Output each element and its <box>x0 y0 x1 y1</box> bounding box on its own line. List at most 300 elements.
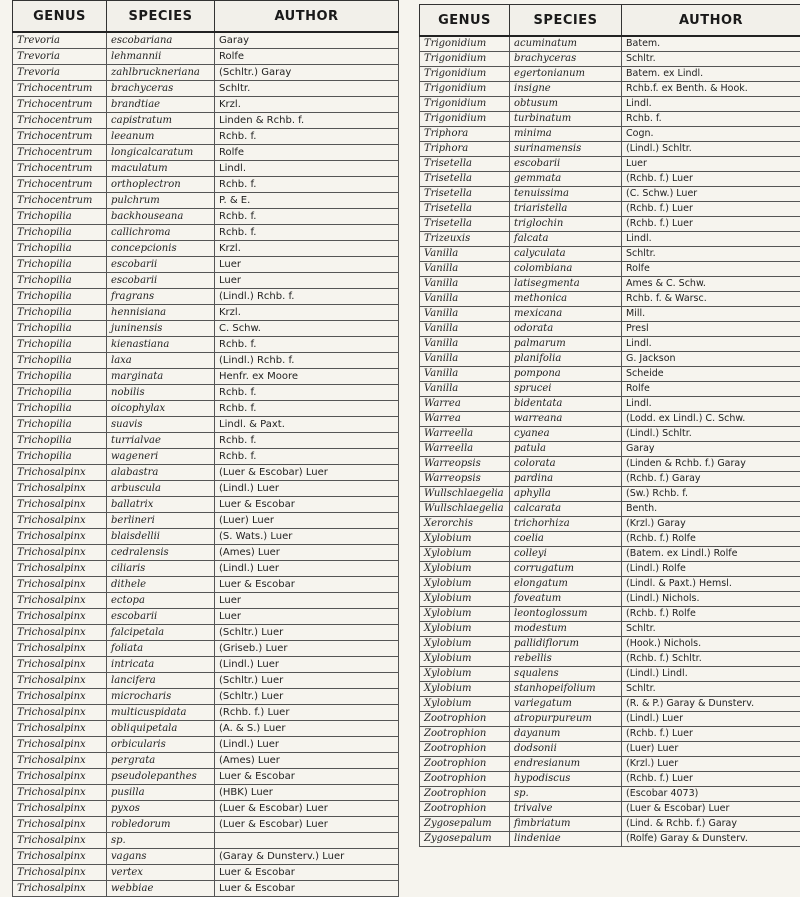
genus-cell: Wullschlaegelia <box>420 502 510 517</box>
table-row <box>420 832 800 847</box>
author-cell: (Linden & Rchb. f.) Garay <box>622 457 800 472</box>
author-cell: Schltr. <box>622 622 800 637</box>
author-cell: Presl <box>622 322 800 337</box>
species-cell: palmarum <box>510 337 622 352</box>
genus-cell: Trisetella <box>420 217 510 232</box>
table-row <box>13 193 399 209</box>
author-cell: (Luer & Escobar) Luer <box>215 817 399 833</box>
author-cell: (Lindl.) Schltr. <box>622 142 800 157</box>
genus-cell: Xylobium <box>420 652 510 667</box>
table-row <box>13 593 399 609</box>
species-column-header: SPECIES <box>107 1 215 33</box>
author-cell: (Krzl.) Luer <box>622 757 800 772</box>
genus-cell: Trichosalpinx <box>13 497 107 513</box>
author-cell: Rchb. f. <box>215 177 399 193</box>
genus-cell: Zootrophion <box>420 742 510 757</box>
species-cell: gemmata <box>510 172 622 187</box>
species-cell: lehmannii <box>107 49 215 65</box>
species-cell: dodsonii <box>510 742 622 757</box>
author-cell: (Luer & Escobar) Luer <box>215 465 399 481</box>
species-cell: triglochin <box>510 217 622 232</box>
species-cell: nobilis <box>107 385 215 401</box>
table-row <box>13 465 399 481</box>
genus-cell: Trichosalpinx <box>13 465 107 481</box>
genus-cell: Triphora <box>420 142 510 157</box>
table-row <box>13 81 399 97</box>
genus-cell: Zootrophion <box>420 802 510 817</box>
author-cell: Ames & C. Schw. <box>622 277 800 292</box>
author-cell: (Rchb. f.) Rolfe <box>622 607 800 622</box>
species-cell: pompona <box>510 367 622 382</box>
table-row <box>13 369 399 385</box>
species-cell: atropurpureum <box>510 712 622 727</box>
species-cell: juninensis <box>107 321 215 337</box>
table-row <box>420 697 800 712</box>
table-row <box>420 202 800 217</box>
author-cell: Schltr. <box>622 682 800 697</box>
table-row <box>13 49 399 65</box>
genus-cell: Trichosalpinx <box>13 513 107 529</box>
table-row <box>13 705 399 721</box>
author-cell: (Lindl.) Luer <box>215 561 399 577</box>
author-cell: Rchb. f. & Warsc. <box>622 292 800 307</box>
species-cell: fimbriatum <box>510 817 622 832</box>
genus-cell: Xerorchis <box>420 517 510 532</box>
genus-cell: Trichosalpinx <box>13 689 107 705</box>
author-cell: (Schltr.) Luer <box>215 625 399 641</box>
species-cell: brachyceras <box>107 81 215 97</box>
genus-column-header: GENUS <box>13 1 107 33</box>
species-cell: pusilla <box>107 785 215 801</box>
species-cell: foveatum <box>510 592 622 607</box>
species-cell: brachyceras <box>510 52 622 67</box>
table-row <box>420 382 800 397</box>
species-cell: arbuscula <box>107 481 215 497</box>
genus-cell: Trichocentrum <box>13 97 107 113</box>
author-cell: (Garay & Dunsterv.) Luer <box>215 849 399 865</box>
genus-cell: Trichopilia <box>13 289 107 305</box>
table-row <box>420 412 800 427</box>
genus-cell: Xylobium <box>420 592 510 607</box>
table-body-right <box>420 36 800 847</box>
table-row <box>13 849 399 865</box>
genus-cell: Vanilla <box>420 247 510 262</box>
genus-cell: Zootrophion <box>420 772 510 787</box>
table-row <box>420 67 800 82</box>
author-cell: Luer <box>215 273 399 289</box>
table-row <box>420 217 800 232</box>
species-cell: egertonianum <box>510 67 622 82</box>
genus-cell: Trichopilia <box>13 353 107 369</box>
species-cell: patula <box>510 442 622 457</box>
species-cell: microcharis <box>107 689 215 705</box>
genus-cell: Trichosalpinx <box>13 849 107 865</box>
species-cell: calcarata <box>510 502 622 517</box>
author-cell: Rchb. f. <box>215 209 399 225</box>
table-row <box>13 385 399 401</box>
table-row <box>13 289 399 305</box>
author-cell: (HBK) Luer <box>215 785 399 801</box>
genus-cell: Trevoria <box>13 32 107 49</box>
author-cell: (C. Schw.) Luer <box>622 187 800 202</box>
genus-cell: Trichopilia <box>13 433 107 449</box>
genus-cell: Trichopilia <box>13 321 107 337</box>
genus-cell: Triphora <box>420 127 510 142</box>
genus-cell: Trichopilia <box>13 257 107 273</box>
genus-cell: Trichopilia <box>13 241 107 257</box>
genus-cell: Trichosalpinx <box>13 657 107 673</box>
author-cell: (Luer) Luer <box>622 742 800 757</box>
species-cell: latisegmenta <box>510 277 622 292</box>
author-cell: (Griseb.) Luer <box>215 641 399 657</box>
genus-cell: Trichosalpinx <box>13 785 107 801</box>
species-cell: pulchrum <box>107 193 215 209</box>
genus-cell: Trichocentrum <box>13 81 107 97</box>
genus-cell: Trichosalpinx <box>13 641 107 657</box>
table-row <box>13 241 399 257</box>
author-cell: (A. & S.) Luer <box>215 721 399 737</box>
table-row <box>13 721 399 737</box>
species-cell: suavis <box>107 417 215 433</box>
genus-cell: Warreella <box>420 427 510 442</box>
author-cell: (Rchb. f.) Luer <box>622 772 800 787</box>
author-cell: Rchb. f. <box>215 401 399 417</box>
species-cell: colleyi <box>510 547 622 562</box>
table-row <box>13 529 399 545</box>
table-row <box>13 657 399 673</box>
author-cell: (Lindl.) Luer <box>622 712 800 727</box>
author-cell: Luer <box>622 157 800 172</box>
author-cell: (Ames) Luer <box>215 545 399 561</box>
author-cell: Rchb. f. <box>215 449 399 465</box>
author-cell: Rchb. f. <box>622 112 800 127</box>
genus-cell: Trichosalpinx <box>13 561 107 577</box>
author-cell: (Lindl.) Rolfe <box>622 562 800 577</box>
table-row <box>420 187 800 202</box>
genus-cell: Wullschlaegelia <box>420 487 510 502</box>
genus-cell: Zygosepalum <box>420 817 510 832</box>
table-row <box>420 52 800 67</box>
table-row <box>420 562 800 577</box>
species-cell: webbiae <box>107 881 215 897</box>
genus-cell: Vanilla <box>420 322 510 337</box>
species-cell: warreana <box>510 412 622 427</box>
genus-cell: Trigonidium <box>420 36 510 52</box>
table-row <box>13 305 399 321</box>
species-cell: lancifera <box>107 673 215 689</box>
genus-cell: Trichopilia <box>13 273 107 289</box>
species-cell: backhouseana <box>107 209 215 225</box>
species-column-header: SPECIES <box>510 5 622 37</box>
table-row <box>13 449 399 465</box>
table-row <box>420 532 800 547</box>
table-row <box>13 785 399 801</box>
species-cell: variegatum <box>510 697 622 712</box>
author-cell: Luer <box>215 593 399 609</box>
table-row <box>13 32 399 49</box>
table-row <box>13 577 399 593</box>
author-cell: (Rchb. f.) Rolfe <box>622 532 800 547</box>
author-cell: (Rolfe) Garay & Dunsterv. <box>622 832 800 847</box>
species-cell: blaisdellii <box>107 529 215 545</box>
table-row <box>13 161 399 177</box>
species-cell: longicalcaratum <box>107 145 215 161</box>
author-cell: Rchb. f. <box>215 129 399 145</box>
genus-cell: Warrea <box>420 412 510 427</box>
genus-cell: Trigonidium <box>420 82 510 97</box>
species-cell: bidentata <box>510 397 622 412</box>
genus-cell: Vanilla <box>420 337 510 352</box>
genus-cell: Xylobium <box>420 547 510 562</box>
author-cell: Schltr. <box>215 81 399 97</box>
genus-cell: Trichocentrum <box>13 113 107 129</box>
author-cell: (Luer) Luer <box>215 513 399 529</box>
genus-cell: Trichopilia <box>13 209 107 225</box>
author-cell: Lindl. <box>622 397 800 412</box>
table-row <box>420 472 800 487</box>
author-cell: (Rchb. f.) Luer <box>622 217 800 232</box>
table-row <box>420 727 800 742</box>
table-row <box>420 577 800 592</box>
table-row <box>13 865 399 881</box>
table-row <box>13 433 399 449</box>
species-cell: squalens <box>510 667 622 682</box>
species-cell: escobarii <box>107 273 215 289</box>
table-row <box>13 737 399 753</box>
species-cell: stanhopeifolium <box>510 682 622 697</box>
genus-cell: Vanilla <box>420 367 510 382</box>
species-cell: trichorhiza <box>510 517 622 532</box>
author-cell: (Rchb. f.) Luer <box>622 172 800 187</box>
species-cell: dayanum <box>510 727 622 742</box>
table-row <box>420 652 800 667</box>
author-cell: Lindl. <box>215 161 399 177</box>
table-row <box>13 401 399 417</box>
species-cell: pardina <box>510 472 622 487</box>
table-row <box>13 177 399 193</box>
table-row <box>13 113 399 129</box>
genus-cell: Warreella <box>420 442 510 457</box>
species-cell: berlineri <box>107 513 215 529</box>
species-cell: wageneri <box>107 449 215 465</box>
table-row <box>13 545 399 561</box>
species-cell: maculatum <box>107 161 215 177</box>
genus-cell: Trigonidium <box>420 67 510 82</box>
species-cell: aphylla <box>510 487 622 502</box>
author-cell: (Lindl.) Schltr. <box>622 427 800 442</box>
table-row <box>13 337 399 353</box>
author-cell: (Lindl.) Luer <box>215 657 399 673</box>
table-row <box>420 157 800 172</box>
table-row <box>420 682 800 697</box>
table-row <box>420 367 800 382</box>
species-cell: calyculata <box>510 247 622 262</box>
genus-cell: Trichosalpinx <box>13 833 107 849</box>
species-cell: capistratum <box>107 113 215 129</box>
species-cell: rebellis <box>510 652 622 667</box>
species-cell: escobariana <box>107 32 215 49</box>
table-row <box>420 322 800 337</box>
author-cell: (Rchb. f.) Luer <box>622 202 800 217</box>
genus-cell: Trichosalpinx <box>13 705 107 721</box>
species-cell: odorata <box>510 322 622 337</box>
species-cell: turrialvae <box>107 433 215 449</box>
genus-cell: Xylobium <box>420 697 510 712</box>
author-cell: (Schltr.) Garay <box>215 65 399 81</box>
table-row <box>13 769 399 785</box>
table-row <box>420 712 800 727</box>
author-cell: Lindl. <box>622 337 800 352</box>
genus-cell: Trigonidium <box>420 97 510 112</box>
species-cell: corrugatum <box>510 562 622 577</box>
author-column-header: AUTHOR <box>215 1 399 33</box>
table-row <box>13 129 399 145</box>
table-row <box>13 257 399 273</box>
author-cell: (Luer & Escobar) Luer <box>215 801 399 817</box>
author-cell: Schltr. <box>622 247 800 262</box>
author-cell: (S. Wats.) Luer <box>215 529 399 545</box>
species-cell: leontoglossum <box>510 607 622 622</box>
table-row <box>420 772 800 787</box>
table-row <box>420 502 800 517</box>
species-cell: leeanum <box>107 129 215 145</box>
author-cell: Rchb. f. <box>215 337 399 353</box>
species-cell: obliquipetala <box>107 721 215 737</box>
genus-cell: Xylobium <box>420 682 510 697</box>
genus-cell: Trichopilia <box>13 417 107 433</box>
author-cell: Batem. ex Lindl. <box>622 67 800 82</box>
author-cell: Rchb.f. ex Benth. & Hook. <box>622 82 800 97</box>
table-row <box>13 753 399 769</box>
species-cell: escobarii <box>510 157 622 172</box>
species-cell: tenuissima <box>510 187 622 202</box>
genus-cell: Zootrophion <box>420 727 510 742</box>
genus-cell: Xylobium <box>420 577 510 592</box>
table-row <box>420 97 800 112</box>
table-row <box>13 209 399 225</box>
author-cell: (Lindl.) Lindl. <box>622 667 800 682</box>
author-cell: (R. & P.) Garay & Dunsterv. <box>622 697 800 712</box>
genus-cell: Xylobium <box>420 637 510 652</box>
table-row <box>420 817 800 832</box>
table-row <box>420 547 800 562</box>
genus-cell: Trichopilia <box>13 337 107 353</box>
genus-cell: Vanilla <box>420 307 510 322</box>
author-cell: (Schltr.) Luer <box>215 673 399 689</box>
species-cell: orbicularis <box>107 737 215 753</box>
species-cell: oicophylax <box>107 401 215 417</box>
species-cell: coelia <box>510 532 622 547</box>
table-row <box>420 36 800 52</box>
genus-cell: Warreopsis <box>420 457 510 472</box>
author-cell: Garay <box>215 32 399 49</box>
table-row <box>420 352 800 367</box>
species-cell: orthoplectron <box>107 177 215 193</box>
species-cell: dithele <box>107 577 215 593</box>
genus-cell: Trevoria <box>13 49 107 65</box>
species-cell: modestum <box>510 622 622 637</box>
table-row <box>13 817 399 833</box>
species-table-right <box>419 4 800 847</box>
species-table-left <box>12 0 399 897</box>
author-cell: Linden & Rchb. f. <box>215 113 399 129</box>
species-cell: sprucei <box>510 382 622 397</box>
author-cell: Rolfe <box>215 49 399 65</box>
author-cell: (Lind. & Rchb. f.) Garay <box>622 817 800 832</box>
genus-cell: Trichocentrum <box>13 177 107 193</box>
genus-cell: Trichopilia <box>13 401 107 417</box>
species-cell: obtusum <box>510 97 622 112</box>
genus-cell: Trizeuxis <box>420 232 510 247</box>
species-cell: mexicana <box>510 307 622 322</box>
genus-cell: Vanilla <box>420 382 510 397</box>
species-cell: insigne <box>510 82 622 97</box>
author-cell: Schltr. <box>622 52 800 67</box>
author-cell: Rchb. f. <box>215 225 399 241</box>
species-cell: sp. <box>107 833 215 849</box>
author-cell: (Rchb. f.) Schltr. <box>622 652 800 667</box>
genus-cell: Zootrophion <box>420 757 510 772</box>
species-cell: turbinatum <box>510 112 622 127</box>
genus-cell: Trichosalpinx <box>13 721 107 737</box>
species-cell: minima <box>510 127 622 142</box>
genus-cell: Trevoria <box>13 65 107 81</box>
author-cell: Lindl. & Paxt. <box>215 417 399 433</box>
species-cell: lindeniae <box>510 832 622 847</box>
genus-cell: Warreopsis <box>420 472 510 487</box>
genus-cell: Trichosalpinx <box>13 673 107 689</box>
genus-cell: Trisetella <box>420 157 510 172</box>
table-row <box>13 481 399 497</box>
author-cell: Mill. <box>622 307 800 322</box>
table-row <box>13 353 399 369</box>
table-row <box>420 757 800 772</box>
genus-cell: Trichopilia <box>13 225 107 241</box>
species-cell: vagans <box>107 849 215 865</box>
genus-cell: Trichosalpinx <box>13 625 107 641</box>
author-cell: (Lindl.) Luer <box>215 481 399 497</box>
table-row <box>420 667 800 682</box>
genus-cell: Trichopilia <box>13 369 107 385</box>
genus-cell: Xylobium <box>420 562 510 577</box>
species-cell: elongatum <box>510 577 622 592</box>
genus-cell: Vanilla <box>420 292 510 307</box>
genus-cell: Trichopilia <box>13 449 107 465</box>
species-cell: falcipetala <box>107 625 215 641</box>
species-cell: callichroma <box>107 225 215 241</box>
author-cell: Luer <box>215 257 399 273</box>
author-cell: (Lindl. & Paxt.) Hemsl. <box>622 577 800 592</box>
table-row <box>420 592 800 607</box>
species-cell: ectopa <box>107 593 215 609</box>
table-row <box>420 232 800 247</box>
table-row <box>13 497 399 513</box>
species-cell: colombiana <box>510 262 622 277</box>
species-cell: ciliaris <box>107 561 215 577</box>
author-cell: Luer & Escobar <box>215 497 399 513</box>
species-cell: foliata <box>107 641 215 657</box>
table-row <box>420 142 800 157</box>
genus-cell: Trichocentrum <box>13 145 107 161</box>
species-cell: triaristella <box>510 202 622 217</box>
table-row <box>13 833 399 849</box>
table-row <box>13 641 399 657</box>
table-row <box>13 609 399 625</box>
species-cell: cyanea <box>510 427 622 442</box>
author-cell: Rolfe <box>622 382 800 397</box>
genus-cell: Trigonidium <box>420 52 510 67</box>
genus-cell: Warrea <box>420 397 510 412</box>
